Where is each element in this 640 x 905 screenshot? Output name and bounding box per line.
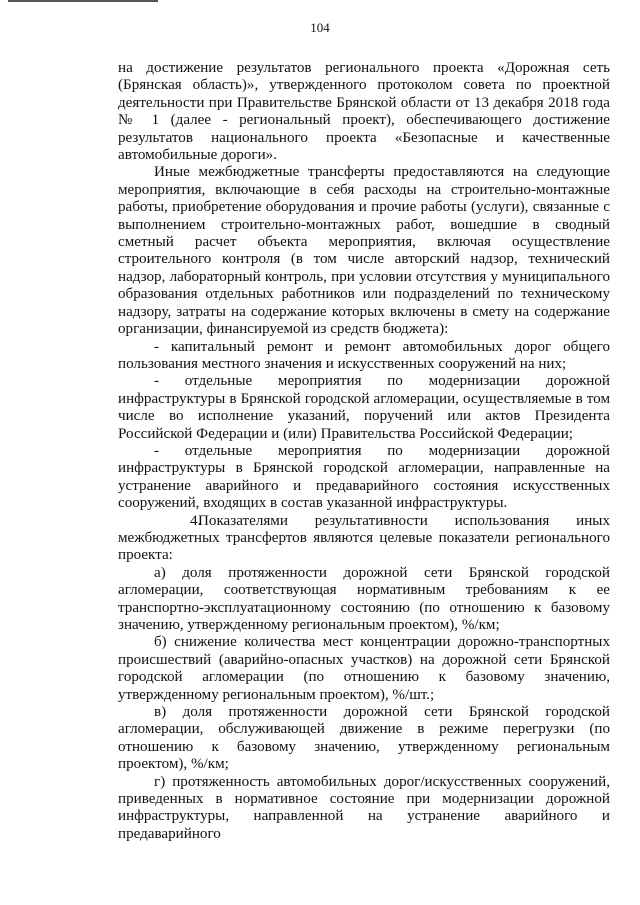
paragraph-indicators-text: Показателями результативности использования иных межбюджетных трансфертов являются целевые показатели регионального проекта: [118,512,610,564]
list-item-modernization-emergency: - отдельные мероприятия по модернизации дорожной инфраструктуры в Брянской городской агломерации, направленные на устранение аварийного и предаварийного состояния искусственных сооружений, входящих в состав указанной инфраструктуры. [118,442,610,512]
paragraph-number: 4. [190,512,202,529]
indicator-b: б) снижение количества мест концентрации дорожно-транспортных происшествий (аварийно-опасных участков) на дорожной сети Брянской городской агломерации (по отношению к базовому значению, утвержденному региональным проектом), %/шт.; [118,634,610,703]
indicator-v: в) доля протяженности дорожной сети Брянской городской агломерации, обслуживающей движение в режиме перегрузки (по отношению к базовому значению, утвержденному региональным проектом), %/км; [118,704,610,773]
list-item-modernization-orders: - отдельные мероприятия по модернизации дорожной инфраструктуры в Брянской городской агломерации, осуществляемые в том числе во исполнение указаний, поручений или актов Президента Российской Федерации и (или) Правительства Российской Федерации; [118,373,610,442]
indicator-g: г) протяженность автомобильных дорог/искусственных сооружений, приведенных в нормативное состояние при модернизации дорожной инфраструктуры, направленной на устранение аварийного и предаварийного [118,773,610,842]
top-border-line [8,0,158,2]
paragraph-indicators [118,513,610,565]
page-number: 104 [310,20,330,35]
list-item-road-repair: - капитальный ремонт и ремонт автомобильных дорог общего пользования местного значения и искусственных сооружений на них; [118,338,610,372]
indicator-a: а) доля протяженности дорожной сети Брянской городской агломерации, соответствующая нормативным требованиям к ее транспортно-эксплуатационному состоянию (по отношению к базовому значению, утвержденному региональным проектом), %/км; [118,564,610,633]
paragraph-transfers-purpose: Иные межбюджетные трансферты предоставляются на следующие мероприятия, включающие в себя расходы на строительно-монтажные работы, приобретение оборудования и прочие работы (услуги), связанные с выполнением строительно-монтажных работ, вошедшие в сводный сметный расчет объекта мероприятия, включая осуществление строительного контроля (в том числе авторский надзор, технический надзор, лабораторный контроль, при условии отсутствия у муниципального образования отдельных работников или подразделений по техническому надзору, затраты на содержание которых включены в смету на содержание организации, финансируемой из средств бюджета): [118,164,610,338]
paragraph-regional-project: на достижение результатов регионального проекта «Дорожная сеть (Брянская область)», утвержденного протоколом совета по проектной деятельности при Правительстве Брянской области от 13 декабря 2018 года № 1 (далее - региональный проект), обеспечивающего достижение результатов национального проекта «Безопасные и качественные автомобильные дороги». [118,60,610,164]
document-body [118,60,610,843]
